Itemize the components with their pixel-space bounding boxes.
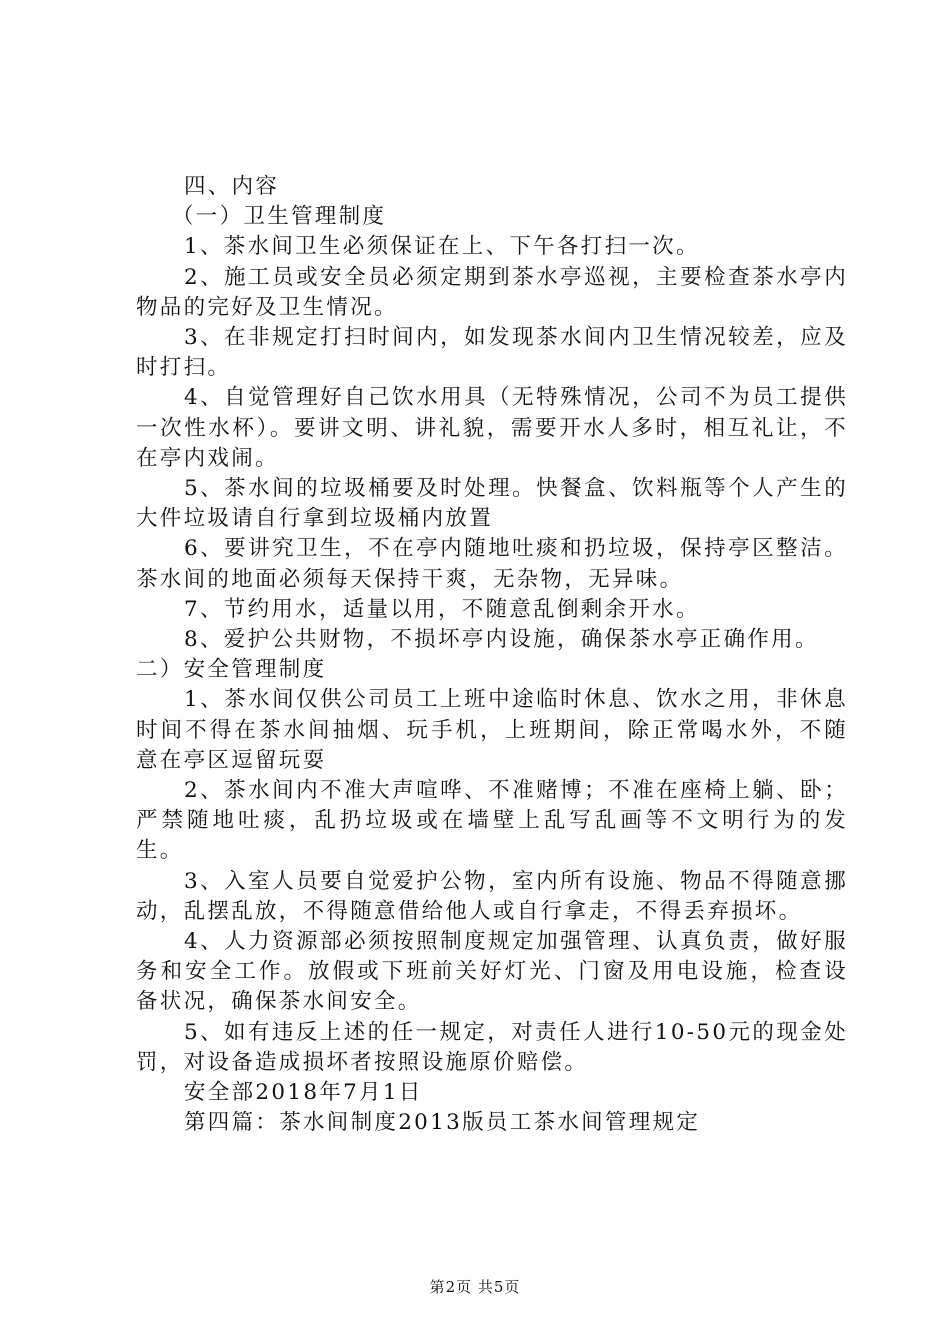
signature-line: 安全部2018年7月1日 — [184, 1080, 423, 1106]
section1-item: 1、茶水间卫生必须保证在上、下午各打扫一次。 — [184, 234, 700, 260]
document-body — [136, 172, 848, 1139]
section2-item: 1、茶水间仅供公司员工上班中途临时休息、饮水之用，非休息时间不得在茶水间抽烟、玩手机，上班期间，除正常喝水外，不随意在亭区逗留玩耍 — [136, 687, 848, 773]
section2-item: 3、入室人员要自觉爱护公物，室内所有设施、物品不得随意挪动，乱摆乱放，不得随意借给他人或自行拿走，不得丢弃损坏。 — [136, 868, 848, 924]
section-heading: 四、内容 — [184, 174, 280, 199]
section2-item: 5、如有违反上述的任一规定，对责任人进行10-50元的现金处罚，对设备造成损坏者按照设施原价赔偿。 — [136, 1019, 848, 1075]
section1-item: 7、节约用水，适量以用，不随意乱倒剩余开水。 — [184, 596, 700, 622]
section2-item: 4、人力资源部必须按照制度规定加强管理、认真负责，做好服务和安全工作。放假或下班前关好灯光、门窗及用电设施，检查设备状况，确保茶水间安全。 — [136, 929, 848, 1015]
section1-item: 3、在非规定打扫时间内，如发现茶水间内卫生情况较差，应及时打扫。 — [136, 325, 848, 381]
section1-item: 4、自觉管理好自己饮水用具（无特殊情况，公司不为员工提供一次性水杯）。要讲文明、讲礼貌，需要开水人多时，相互礼让，不在亭内戏闹。 — [136, 385, 848, 471]
section2-item: 2、茶水间内不准大声喧哗、不准赌博；不准在座椅上躺、卧；严禁随地吐痰，乱扔垃圾或在墙壁上乱写乱画等不文明行为的发生。 — [136, 778, 848, 864]
section1-item: 2、施工员或安全员必须定期到茶水亭巡视，主要检查茶水亭内物品的完好及卫生情况。 — [136, 264, 848, 320]
section1-item: 6、要讲究卫生，不在亭内随地吐痰和扔垃圾，保持亭区整洁。茶水间的地面必须每天保持干爽，无杂物，无异味。 — [136, 536, 848, 592]
section2-title: 二）安全管理制度 — [136, 657, 327, 683]
section1-item: 8、爱护公共财物，不损坏亭内设施，确保茶水亭正确作用。 — [184, 627, 819, 653]
section1-item: 5、茶水间的垃圾桶要及时处理。快餐盒、饮料瓶等个人产生的大件垃圾请自行拿到垃圾桶内放置 — [136, 476, 848, 532]
next-section-title: 第四篇：茶水间制度2013版员工茶水间管理规定 — [184, 1110, 701, 1136]
section1-title: （一）卫生管理制度 — [172, 204, 387, 230]
page-number-footer: 第2页 共5页 — [429, 1278, 521, 1296]
